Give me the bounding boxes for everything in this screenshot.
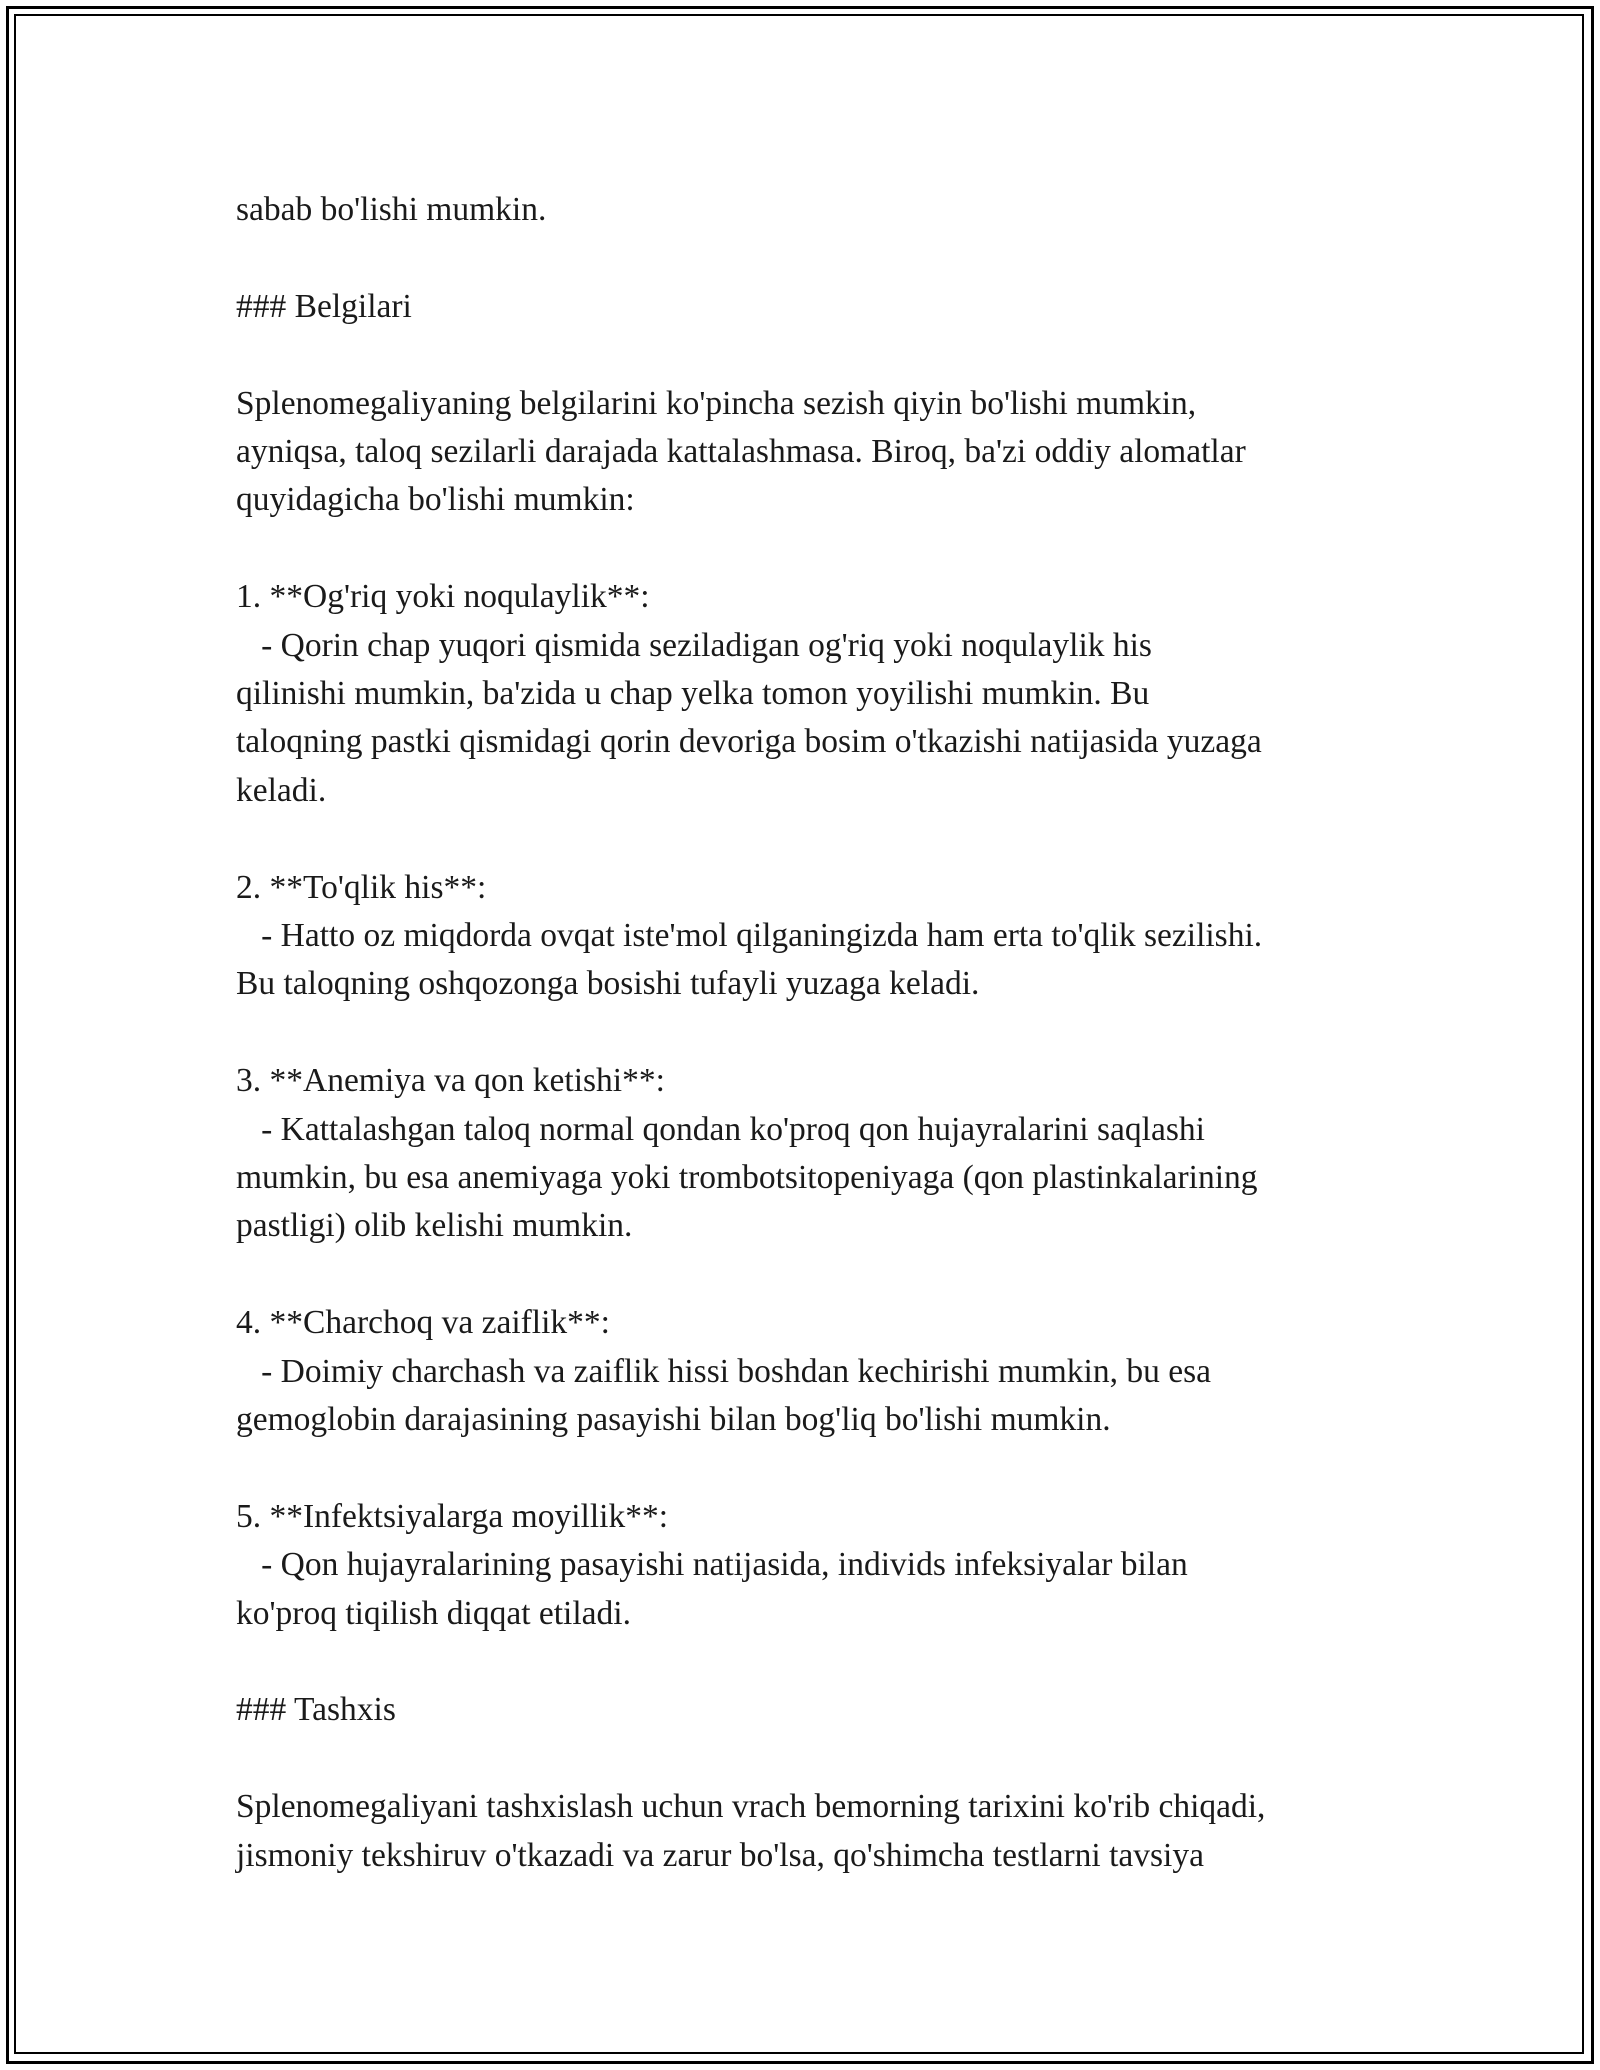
list-item-line: - Qorin chap yuqori qismida seziladigan og'riq yoki noqulaylik his [236,626,1152,664]
list-item-line: - Doimiy charchash va zaiflik hissi boshdan kechirishi mumkin, bu esa [236,1352,1212,1390]
list-item-line: ko'proq tiqilish diqqat etiladi. [236,1594,631,1632]
heading-belgilari: ### Belgilari [236,287,412,325]
tashxis-line: jismoniy tekshiruv o'tkazadi va zarur bo'lsa, qo'shimcha testlarni tavsiya [236,1836,1204,1874]
list-item-line: taloqning pastki qismidagi qorin devoriga bosim o'tkazishi natijasida yuzaga [236,723,1262,761]
blank-line [236,1009,1386,1057]
belgilari-line: ayniqsa, taloq sezilarli darajada kattalashmasa. Biroq, ba'zi oddiy alomatlar [236,433,1246,470]
list-item-line: gemoglobin darajasining pasayishi bilan bog'liq bo'lishi mumkin. [236,1401,1111,1439]
list-item-line: - Qon hujayralarining pasayishi natijasida, individs infeksiyalar bilan [236,1546,1188,1584]
list-item-line: - Hatto oz miqdorda ovqat iste'mol qilganingizda ham erta to'qlik sezilishi. [236,917,1263,955]
list-item-line: - Kattalashgan taloq normal qondan ko'proq qon hujayralarini saqlashi [236,1110,1205,1148]
list-item-line: keladi. [236,771,327,809]
intro-line: sabab bo'lishi mumkin. [236,191,547,228]
document-body [236,186,1386,1880]
list-item-line: Bu taloqning oshqozonga bosishi tufayli yuzaga keladi. [236,965,980,1003]
blank-line [236,1735,1386,1783]
list-item-title: 2. **To'qlik his**: [236,868,487,906]
list-item-title: 4. **Charchoq va zaiflik**: [236,1304,610,1342]
list-item-line: mumkin, bu esa anemiyaga yoki trombotsitopeniyaga (qon plastinkalarining [236,1159,1258,1197]
heading-tashxis: ### Tashxis [236,1691,396,1729]
tashxis-line: Splenomegaliyani tashxislash uchun vrach bemorning tarixini ko'rib chiqadi, [236,1788,1266,1826]
blank-line [236,525,1386,573]
blank-line [236,234,1386,282]
blank-line [236,815,1386,863]
belgilari-line: Splenomegaliyaning belgilarini ko'pincha sezish qiyin bo'lishi mumkin, [236,384,1197,422]
blank-line [236,331,1386,379]
list-item-title: 5. **Infektsiyalarga moyillik**: [236,1497,669,1535]
blank-line [236,1444,1386,1492]
blank-line [236,1251,1386,1299]
list-item-line: qilinishi mumkin, ba'zida u chap yelka tomon yoyilishi mumkin. Bu [236,675,1150,713]
list-item-title: 1. **Og'riq yoki noqulaylik**: [236,578,650,616]
list-item-title: 3. **Anemiya va qon ketishi**: [236,1062,665,1100]
list-item-line: pastligi) olib kelishi mumkin. [236,1207,633,1245]
blank-line [236,1638,1386,1686]
belgilari-line: quyidagicha bo'lishi mumkin: [236,481,635,519]
